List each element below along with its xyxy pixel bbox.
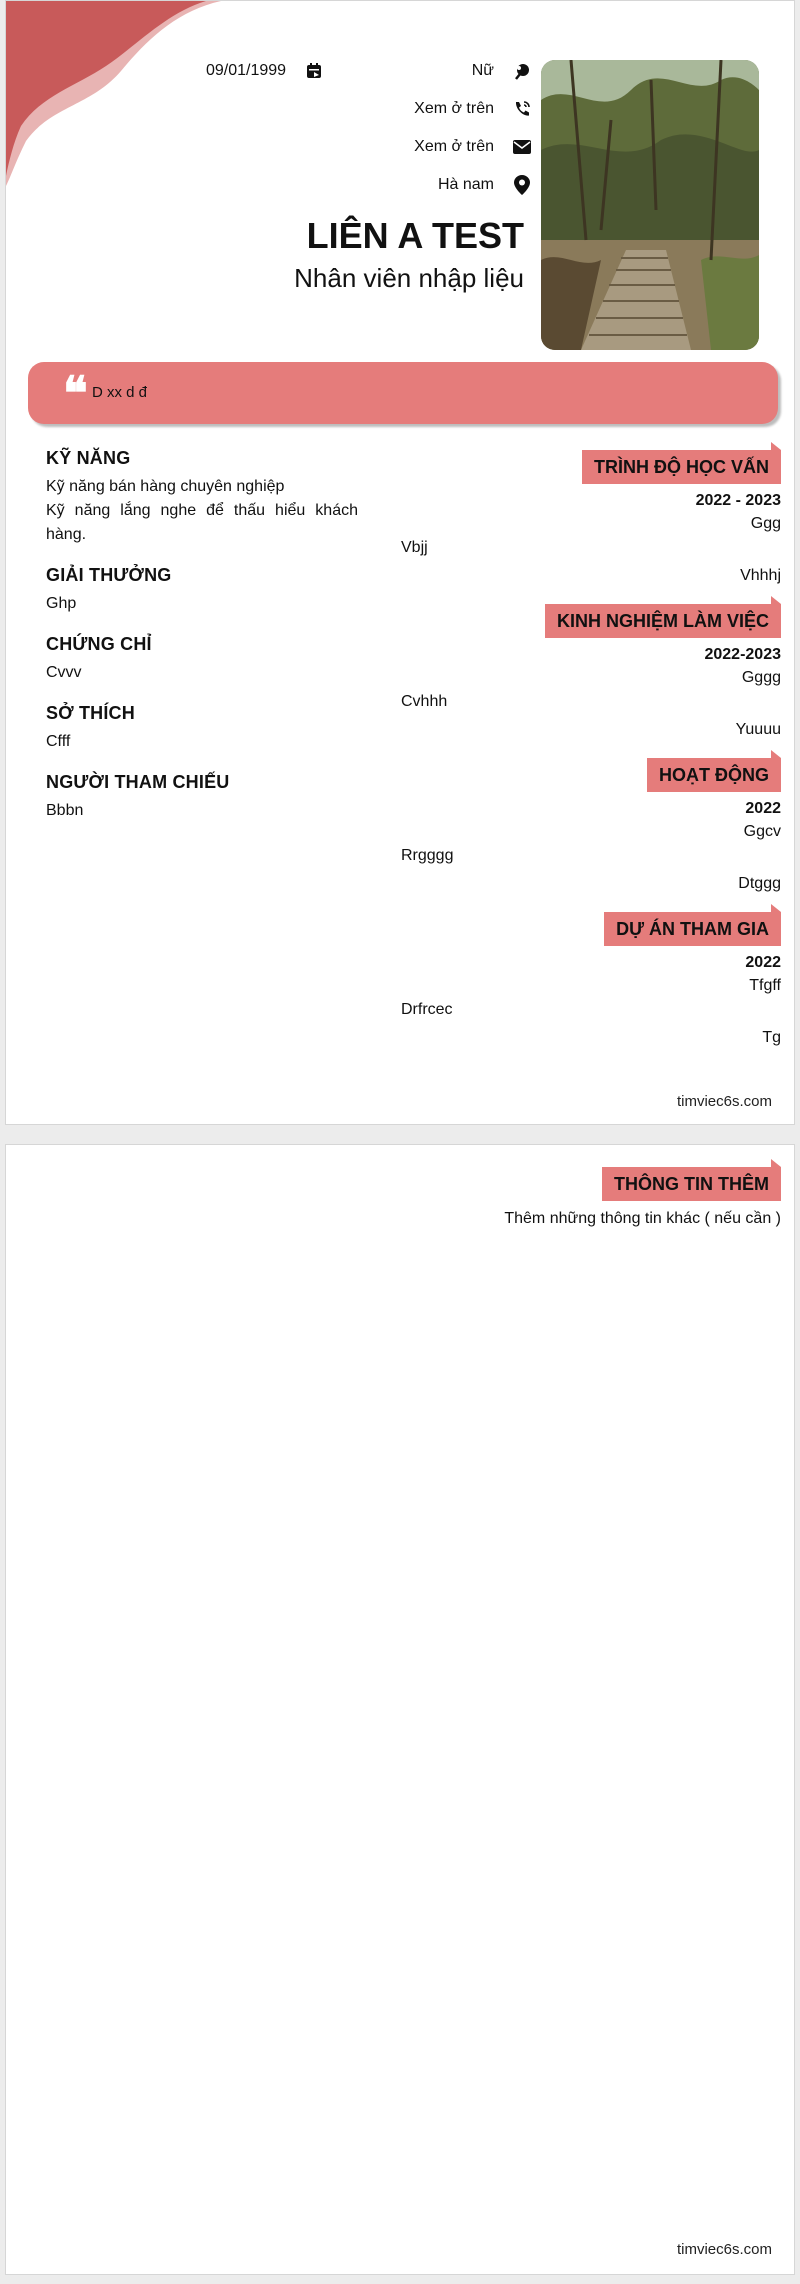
birthdate-text: 09/01/1999	[206, 62, 287, 79]
gender-row	[472, 59, 532, 83]
extra-info-title: THÔNG TIN THÊM	[602, 1167, 781, 1201]
address-row	[438, 173, 532, 197]
profile-photo	[541, 60, 759, 350]
cv-page-1	[5, 0, 795, 1125]
projects-org: Tfgff	[749, 977, 781, 994]
map-pin-icon	[512, 175, 532, 195]
experience-desc: Cvhhh	[401, 693, 448, 710]
phone-icon	[512, 99, 532, 119]
skill-item: Kỹ năng bán hàng chuyên nghiệp	[46, 478, 285, 495]
hobbies-section	[46, 703, 358, 754]
activities-date: 2022	[745, 800, 781, 817]
calendar-icon	[304, 61, 324, 81]
references-section	[46, 772, 358, 823]
extra-info-text: Thêm những thông tin khác ( nếu cần )	[504, 1210, 781, 1227]
skills-section	[46, 448, 358, 547]
projects-section	[401, 908, 781, 1050]
experience-note: Yuuuu	[735, 721, 781, 738]
envelope-icon	[512, 137, 532, 157]
activities-section	[401, 754, 781, 896]
footer-brand: timviec6s.com	[676, 1093, 772, 1110]
skills-title: KỸ NĂNG	[46, 448, 131, 468]
gender-icon	[512, 61, 532, 81]
gender-text: Nữ	[471, 62, 494, 79]
references-text: Bbbn	[46, 802, 84, 819]
certificates-title: CHỨNG CHỈ	[46, 634, 152, 654]
education-note: Vhhhj	[740, 567, 781, 584]
awards-section	[46, 565, 358, 616]
education-date: 2022 - 2023	[695, 492, 781, 509]
skill-item: Kỹ năng lắng nghe để thấu hiểu khách hàng.	[46, 502, 358, 543]
candidate-name: LIÊN A TEST	[306, 215, 524, 256]
education-desc: Vbjj	[401, 539, 428, 556]
left-column	[46, 448, 358, 841]
education-title: TRÌNH ĐỘ HỌC VẤN	[582, 450, 781, 484]
certificates-section	[46, 634, 358, 685]
projects-date: 2022	[745, 954, 781, 971]
objective-bar	[28, 362, 778, 424]
activities-desc: Rrgggg	[401, 847, 454, 864]
references-title: NGƯỜI THAM CHIẾU	[46, 772, 230, 792]
hobbies-text: Cfff	[46, 733, 71, 750]
awards-title: GIẢI THƯỞNG	[46, 565, 172, 585]
phone-row	[414, 97, 532, 121]
quote-icon: ❝	[63, 366, 88, 420]
certificates-text: Cvvv	[46, 664, 82, 681]
candidate-position: Nhân viên nhập liệu	[294, 263, 524, 293]
awards-text: Ghp	[46, 595, 77, 612]
birthdate-row	[206, 59, 324, 83]
decorative-corner-wave	[6, 1, 226, 201]
footer-brand: timviec6s.com	[676, 2241, 772, 2258]
address-text: Hà nam	[437, 176, 494, 193]
phone-text: Xem ở trên	[414, 100, 494, 117]
hobbies-title: SỞ THÍCH	[46, 703, 135, 723]
education-section	[401, 446, 781, 588]
cv-page-2	[5, 1144, 795, 2275]
experience-org: Gggg	[741, 669, 781, 686]
activities-org: Ggcv	[743, 823, 781, 840]
email-row	[414, 135, 532, 159]
education-org: Ggg	[750, 515, 781, 532]
right-column	[401, 446, 781, 1062]
activities-note: Dtggg	[738, 875, 781, 892]
extra-info-section	[401, 1163, 781, 1231]
email-text: Xem ở trên	[414, 138, 494, 155]
objective-text: D xx d đ	[92, 384, 148, 401]
projects-note: Tg	[762, 1029, 781, 1046]
projects-title: DỰ ÁN THAM GIA	[604, 912, 781, 946]
experience-section	[401, 600, 781, 742]
experience-date: 2022-2023	[704, 646, 781, 663]
activities-title: HOẠT ĐỘNG	[647, 758, 781, 792]
projects-desc: Drfrcec	[401, 1001, 453, 1018]
experience-title: KINH NGHIỆM LÀM VIỆC	[545, 604, 781, 638]
